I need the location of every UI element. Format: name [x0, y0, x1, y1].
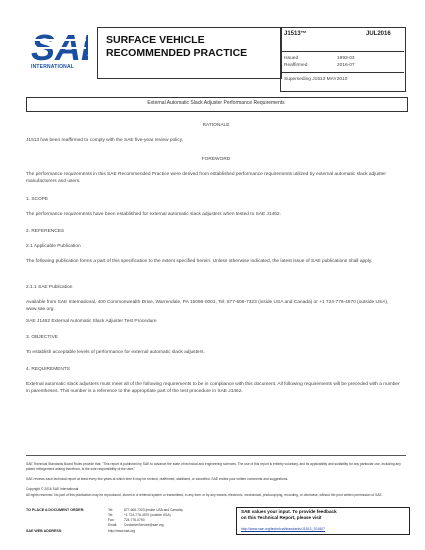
- sae-logo-mark: [30, 26, 88, 66]
- document-title: External Automatic Slack Adjuster Performance Requirements: [147, 100, 285, 106]
- web-link[interactable]: http://www.sae.org: [108, 529, 136, 533]
- feedback-line-1: SAE values your input. To provide feedback: [241, 509, 337, 514]
- section-4-text: External automatic slack adjusters must meet all of the following requirements to be in compliance with this document. All following requirements will be preceded with a number in parentheses. This number is a reference to the appropriate part of the test procedure in SAE J1462.: [26, 382, 400, 394]
- feedback-line-2: on this Technical Report, please visit: [241, 515, 322, 520]
- section-2-1-1-heading: 2.1.1 SAE Publication: [26, 285, 73, 290]
- section-2-1-text: The following publication forms a part of this specification to the extent specified herein. Unless otherwise indicated, the latest issue of SAE publications shall apply.: [26, 259, 373, 264]
- email-label: Email:: [108, 523, 118, 527]
- feedback-text: [241, 509, 337, 521]
- title-line-1: SURFACE VEHICLE: [106, 34, 205, 46]
- standard-type-title: [106, 34, 247, 60]
- section-3-heading: 3. OBJECTIVE: [26, 335, 58, 340]
- order-label: TO PLACE A DOCUMENT ORDER:: [26, 508, 85, 512]
- footer-rights: All rights reserved. No part of this publication may be reproduced, stored in a retrieval system or transmitted, in any form or by any means, electronic, mechanical, photocopying, recording, or otherwise, without the prior written permission of SAE.: [26, 493, 383, 497]
- tel-international[interactable]: +1 724-776-4970 (outside USA): [124, 513, 171, 517]
- title-line-2: RECOMMENDED PRACTICE: [106, 47, 248, 59]
- email-link[interactable]: CustomerService@sae.org: [124, 523, 164, 527]
- footer-copyright: Copyright © 2016 SAE International: [26, 487, 79, 491]
- tel-label-2: Tel:: [108, 513, 114, 517]
- superseding-note: Superseding J1513 MAY2010: [284, 77, 348, 82]
- issued-label: Issued: [284, 56, 299, 61]
- sae-logo-subtitle: INTERNATIONAL: [31, 64, 75, 70]
- issued-value: 1993-03: [337, 56, 355, 61]
- web-label: SAE WEB ADDRESS:: [26, 529, 63, 533]
- footer-review-policy: SAE reviews each technical report at least every five years at which time it may be revised, reaffirmed, stabilized, or cancelled. SAE invites your written comments and suggestions.: [26, 477, 289, 481]
- info-divider: [280, 72, 404, 73]
- footer-board-rules: SAE Technical Standards Board Rules provide that: "This report is published by SAE to advance the state of technical and engineering sciences. The use of this report is entirely voluntary, and its applicability and suitability for any particular use, including any patent infringement arising therefrom, is the sole responsibility of the user.": [26, 462, 401, 471]
- sae-logo: [30, 26, 88, 66]
- foreword-text: The performance requirements in this SAE Recommended Practice were derived from established performance requirements utilized by external automatic slack adjuster manufacturers and users.: [26, 172, 386, 184]
- section-3-text: To establish acceptable levels of performance for external automatic slack adjusters.: [26, 350, 205, 355]
- reaffirmed-label: Reaffirmed: [284, 63, 308, 68]
- section-2-1-heading: 2.1 Applicable Publication: [26, 244, 81, 249]
- footer-rule: [26, 455, 406, 456]
- fax-number: 724-776-0790: [124, 518, 145, 522]
- feedback-link[interactable]: http://www.sae.org/technical/standards/J1513_201607: [241, 527, 326, 531]
- info-divider: [280, 51, 404, 52]
- rationale-text: J1513 has been reaffirmed to comply with the SAE five-year review policy.: [26, 138, 184, 143]
- section-1-text: The performance requirements have been established for external automatic slack adjusters when tested to SAE J1462.: [26, 212, 281, 217]
- reaffirmed-value: 2016-07: [337, 63, 355, 68]
- section-4-heading: 4. REQUIREMENTS: [26, 367, 70, 372]
- rationale-heading: RATIONALE: [202, 123, 230, 128]
- foreword-heading: FOREWORD: [201, 157, 231, 162]
- tel-label: Tel:: [108, 508, 114, 512]
- standard-number: J1513™: [284, 31, 307, 37]
- sae-logo-letters: SA: [31, 27, 82, 66]
- standard-date: JUL2016: [366, 31, 391, 37]
- section-1-heading: 1. SCOPE: [26, 197, 49, 202]
- publication-availability: Available from SAE International, 400 Commonwealth Drive, Warrendale, PA 15096-0001, Tel: 877-606-7323 (inside USA and Canada) or +1 724-776-4970 (outside USA), www.sae.org.: [26, 300, 389, 312]
- reference-sae-j1462: SAE J1462 External Automatic Slack Adjuster Test Procedure: [26, 319, 157, 324]
- tel-domestic[interactable]: 877-606-7323 (inside USA and Canada): [124, 508, 183, 512]
- section-2-heading: 2. REFERENCES: [26, 229, 65, 234]
- fax-label: Fax:: [108, 518, 115, 522]
